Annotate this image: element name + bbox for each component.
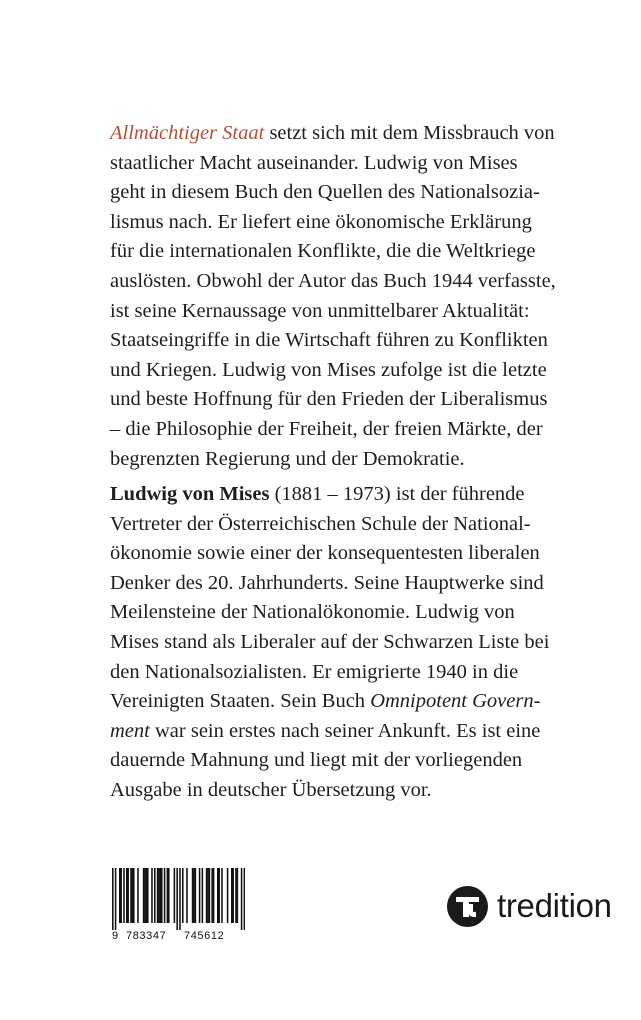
barcode-bar [176,868,178,930]
barcode-bar [154,868,156,923]
barcode-bar [207,868,209,923]
blurb-line: geht in diesem Buch den Quellen des Nationalsozia- [110,181,540,204]
book-blurb [110,119,580,474]
original-title: Omnipotent Govern- [370,690,541,713]
barcode-bar [179,868,181,930]
barcode-bar [143,868,145,923]
bio-line: Ausgabe in deutscher Übersetzung vor. [110,778,432,801]
barcode-bar [182,868,184,923]
publisher-logo [447,883,612,929]
blurb-line: lismus nach. Er liefert eine ökonomische Erklärung [110,210,532,233]
barcode-bar [133,868,135,923]
barcode-bar [147,868,149,923]
barcode-bar [241,868,243,930]
barcode-bar [158,868,160,923]
barcode-bar [221,868,223,923]
barcode-bar [235,868,237,923]
barcode-bar [161,868,163,923]
barcode-bar [217,868,219,923]
barcode-bar [120,868,122,923]
tredition-t-icon [447,886,488,927]
bio-line: den Nationalsozialisten. Er emigrierte 1940 in die [110,660,519,683]
barcode-bar [218,868,220,923]
book-title: Allmächtiger Staat [110,122,265,144]
bio-line: ökonomie sowie einer der konsequentesten liberalen [110,542,540,565]
author-name: Ludwig von Mises [110,483,270,505]
original-title-end: ment [110,719,150,742]
barcode-bar [211,868,213,923]
barcode-bar [164,868,166,923]
blurb-line: und Kriegen. Ludwig von Mises zufolge ist die letzte [110,358,547,381]
barcode-bar [127,868,129,923]
barcode-bar [137,868,139,923]
barcode-bar [237,868,239,923]
blurb-line: staatlicher Macht auseinander. Ludwig von Mises [110,151,518,174]
barcode-bar [227,868,229,923]
barcode-bar [174,868,176,923]
blurb-line: für die internationalen Konflikte, die die Weltkriege [110,240,536,263]
author-bio [110,480,580,806]
barcode-bar [199,868,201,923]
barcode-bar [112,868,114,930]
barcode-bar [186,868,188,923]
publisher-name: tredition [497,887,612,924]
isbn-barcode [112,868,245,946]
bio-line: Meilensteine der Nationalökonomie. Ludwig von [110,601,515,624]
barcode-bar [146,868,148,923]
barcode-bars [112,868,245,930]
barcode-bar [195,868,197,923]
barcode-bar [126,868,128,923]
barcode-bar [130,868,132,923]
bio-line: Denker des 20. Jahrhunderts. Seine Hauptwerke sind [110,571,544,594]
barcode-bar [168,868,170,923]
barcode-bar [193,868,195,923]
barcode-bar [132,868,134,923]
barcode-bar [231,868,233,923]
barcode-digits [112,927,245,945]
barcode-bar [151,868,153,923]
blurb-line: – die Philosophie der Freiheit, der freien Märkte, der [110,417,543,440]
barcode-bar [160,868,162,923]
blurb-line: auslösten. Obwohl der Autor das Buch 1944 verfasste, [110,269,556,292]
bio-line: dauernde Mahnung und liegt mit der vorliegenden [110,749,523,772]
barcode-bar [115,868,117,930]
blurb-line: und beste Hoffnung für den Frieden der Liberalismus [110,388,548,411]
barcode-bar [192,868,194,923]
barcode-digits-right: 745612 [184,930,225,942]
bio-line: ment war sein erstes nach seiner Ankunft. Es ist eine [110,719,541,742]
barcode-bar [119,868,121,923]
bio-line: Vereinigten Staaten. Sein Buch Omnipotent Govern- [110,690,541,713]
barcode-bar [202,868,204,923]
barcode-bar [209,868,211,923]
barcode-digit-first: 9 [112,930,119,942]
barcode-bar [213,868,215,923]
blurb-line: Allmächtiger Staat setzt sich mit dem Missbrauch von [110,122,555,144]
blurb-line: Staatseingriffe in die Wirtschaft führen zu Konflikten [110,329,548,352]
bio-line: Mises stand als Liberaler auf der Schwarzen Liste bei [110,630,550,653]
bio-line: Ludwig von Mises (1881 – 1973) ist der führende [110,483,525,505]
blurb-line: ist seine Kernaussage von unmittelbarer Aktualität: [110,299,530,322]
barcode-bar [206,868,208,923]
barcode-bar [144,868,146,923]
barcode-bar [232,868,234,923]
barcode-bar [123,868,125,923]
blurb-line: begrenzten Regierung und der Demokratie. [110,447,465,470]
barcode-bar [244,868,245,930]
barcode-bar [157,868,159,923]
bio-line: Vertreter der Österreichischen Schule der National- [110,512,531,535]
barcode-bar [167,868,169,923]
barcode-digits-left: 783347 [126,930,167,942]
